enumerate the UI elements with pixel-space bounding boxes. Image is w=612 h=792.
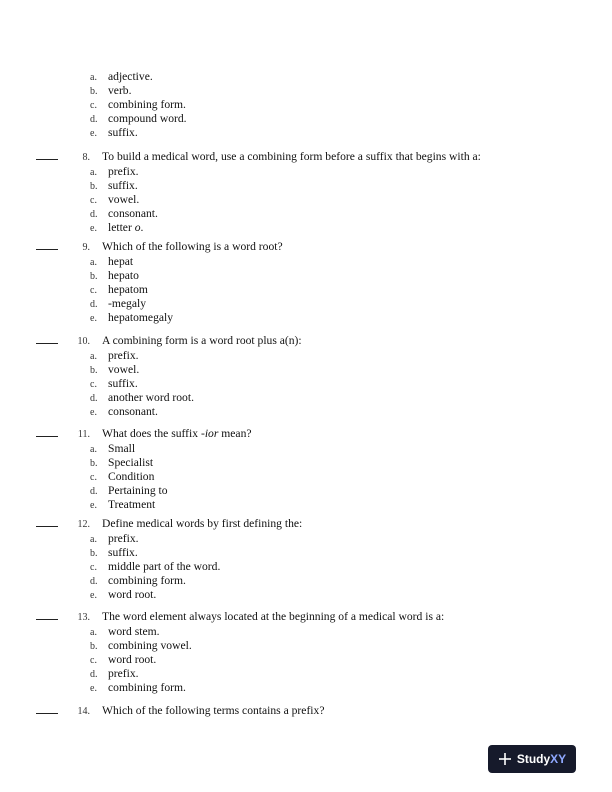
prev-question-options [90,70,187,139]
option [90,377,596,391]
option-letter: d. [90,298,98,310]
option-letter: d. [90,485,98,497]
option [90,193,596,207]
answer-blank[interactable] [36,150,58,160]
question-options [90,255,596,324]
option [90,179,596,193]
question-number: 13. [77,612,90,623]
studyxy-badge[interactable] [488,745,576,773]
answer-blank[interactable] [36,517,58,527]
question-14 [36,704,596,719]
option-letter: e. [90,406,97,418]
option-letter: d. [90,208,98,220]
option-letter: a. [90,167,97,178]
option [90,98,187,112]
option-text: Pertaining to [108,483,168,497]
option-letter: a. [90,351,97,362]
question-stem-italic: -ior [200,427,219,440]
question-number: 14. [77,706,90,717]
question-stem: A combining form is a word root plus a(n): [102,334,302,347]
option-letter: e. [90,589,97,601]
option-letter: d. [90,575,98,587]
option [90,112,187,126]
option-letter: e. [90,127,97,139]
option [90,532,596,546]
option-letter: a. [90,257,97,268]
option-text: middle part of the word. [108,559,221,573]
option [90,574,596,588]
question-options [90,165,596,234]
answer-blank[interactable] [36,334,58,344]
option-text-italic: o [134,220,141,234]
question-options [90,625,596,694]
option-text: compound word. [108,111,187,125]
option [90,207,596,221]
answer-blank[interactable] [36,240,58,250]
option-letter: d. [90,668,98,680]
option-letter: e. [90,499,97,511]
option [90,311,596,325]
badge-label-main: Study [516,752,551,766]
option-text: consonant. [108,404,158,418]
option-letter: c. [90,471,97,483]
option [90,546,596,560]
option-letter: c. [90,561,97,573]
question-stem: Which of the following is a word root? [102,240,283,253]
question-options [90,442,596,511]
option-letter: c. [90,99,97,111]
option-letter: a. [90,627,97,638]
option-letter: e. [90,312,97,324]
option [90,588,596,602]
question-stem: Define medical words by first defining the: [102,517,303,530]
option [90,221,596,235]
option-letter: c. [90,194,97,206]
option-letter: b. [90,640,98,652]
answer-blank[interactable] [36,704,58,714]
option-letter: b. [90,180,98,192]
option-text: prefix. [108,666,139,680]
question-stem-before: What does the suffix [102,427,201,440]
option-text: -megaly [108,296,146,310]
answer-blank[interactable] [36,427,58,437]
question-options [90,532,596,601]
option [90,349,596,363]
question-stem: Which of the following terms contains a prefix? [102,704,325,717]
option-letter: c. [90,378,97,390]
option-letter: b. [90,85,98,97]
option-text: suffix. [108,178,138,192]
question-8 [36,150,596,234]
badge-label-accent: XY [550,752,567,766]
answer-blank[interactable] [36,610,58,620]
option-text: adjective. [108,70,153,83]
option-letter: b. [90,364,98,376]
question-stem: The word element always located at the beginning of a medical word is a: [102,610,445,623]
option [90,560,596,574]
option [90,363,596,377]
question-number: 8. [82,152,90,163]
option-text: prefix. [108,532,139,545]
option-text: combining form. [108,97,186,111]
question-9 [36,240,596,324]
option-text-after: . [140,220,144,234]
option-text: word root. [108,652,157,666]
option-letter: d. [90,392,98,404]
option [90,639,596,653]
option-text: suffix. [108,376,138,390]
option [90,456,596,470]
option-text-plain: letter [108,220,135,234]
option-letter: b. [90,547,98,559]
option [90,255,596,269]
option-text: combining form. [108,680,186,694]
question-number: 12. [77,519,90,530]
question-number: 11. [77,429,90,440]
option [90,484,596,498]
option [90,126,187,140]
option-text: Small [108,442,136,455]
option-text: word root. [108,587,157,601]
option-text: combining vowel. [108,638,192,652]
option-text: hepat [108,255,134,268]
badge-label [517,752,566,766]
option [90,269,596,283]
option [90,625,596,639]
option-text: another word root. [108,390,194,404]
plus-icon [498,752,512,766]
option [90,442,596,456]
option-letter: b. [90,270,98,282]
option [90,297,596,311]
option-text: hepatom [108,282,148,296]
option-text: hepato [108,268,139,282]
option-letter: b. [90,457,98,469]
option-letter: a. [90,444,97,455]
option [90,681,596,695]
option-text [108,221,143,234]
option-letter: d. [90,113,98,125]
option-letter: c. [90,284,97,296]
question-number: 10. [77,336,90,347]
option-text: word stem. [108,625,160,638]
option-letter: c. [90,654,97,666]
question-number: 9. [82,242,90,253]
question-stem [102,427,252,440]
question-options [90,349,596,418]
option [90,70,187,84]
option-text: prefix. [108,349,139,362]
option [90,391,596,405]
question-13 [36,610,596,694]
question-stem-after: mean? [218,427,252,440]
option [90,653,596,667]
option [90,84,187,98]
option-text: suffix. [108,545,138,559]
question-stem: To build a medical word, use a combining form before a suffix that begins with a: [102,150,481,163]
question-11 [36,427,596,511]
option [90,470,596,484]
option-text: vowel. [108,192,140,206]
option [90,165,596,179]
option-text: Treatment [108,497,156,511]
option-letter: a. [90,72,97,83]
option [90,283,596,297]
option-text: suffix. [108,125,138,139]
option-letter: e. [90,222,97,234]
option-text: consonant. [108,206,158,220]
option-text: combining form. [108,573,186,587]
question-10 [36,334,596,418]
option-text: Specialist [108,455,154,469]
option [90,667,596,681]
option-text: verb. [108,83,132,97]
option [90,405,596,419]
option-letter: a. [90,534,97,545]
question-12 [36,517,596,601]
option-text: vowel. [108,362,140,376]
option-text: prefix. [108,165,139,178]
option-letter: e. [90,682,97,694]
option-text: Condition [108,469,155,483]
option-text: hepatomegaly [108,310,174,324]
option [90,498,596,512]
